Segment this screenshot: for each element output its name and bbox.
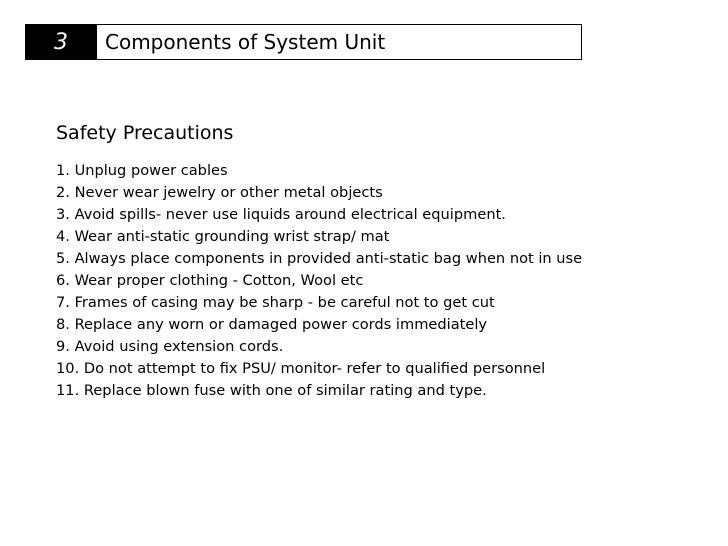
slide-title: Components of System Unit xyxy=(105,30,386,54)
list-item: 5. Always place components in provided anti-static bag when not in use xyxy=(56,250,583,267)
list-item: 10. Do not attempt to fix PSU/ monitor- refer to qualified personnel xyxy=(56,360,546,377)
list-item: 3. Avoid spills- never use liquids around electrical equipment. xyxy=(56,206,506,223)
section-heading: Safety Precautions xyxy=(56,122,234,144)
list-item: 4. Wear anti-static grounding wrist strap/ mat xyxy=(56,228,390,245)
list-item: 8. Replace any worn or damaged power cords immediately xyxy=(56,316,488,333)
chapter-number-badge: 3 xyxy=(26,25,97,59)
list-item: 6. Wear proper clothing - Cotton, Wool etc xyxy=(56,272,364,289)
slide-header xyxy=(25,24,582,60)
list-item: 9. Avoid using extension cords. xyxy=(56,338,284,355)
list-item: 11. Replace blown fuse with one of similar rating and type. xyxy=(56,382,487,399)
list-item: 7. Frames of casing may be sharp - be careful not to get cut xyxy=(56,294,495,311)
list-item: 2. Never wear jewelry or other metal objects xyxy=(56,184,383,201)
precautions-list xyxy=(56,160,582,402)
list-item: 1. Unplug power cables xyxy=(56,162,228,179)
